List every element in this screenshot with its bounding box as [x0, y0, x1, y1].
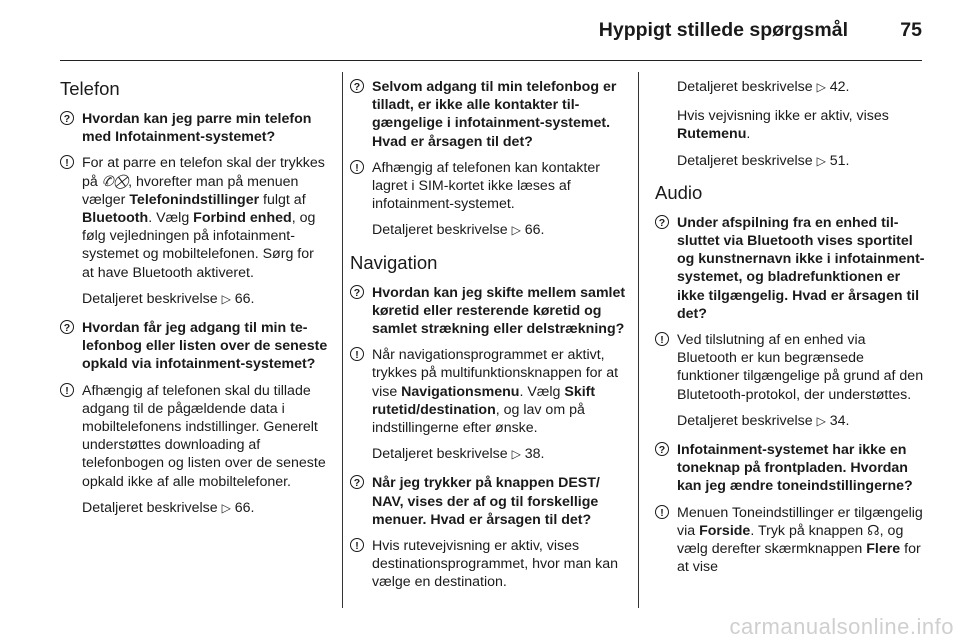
page-arrow-icon: ▷ [221, 500, 231, 515]
watermark: carmanualsonline.info [729, 614, 954, 639]
column-3 [655, 78, 925, 584]
question-icon: ? [60, 320, 74, 334]
answer-icon: ! [350, 347, 364, 361]
section-heading-telefon: Telefon [60, 78, 120, 99]
question-icon: ? [350, 79, 364, 93]
answer: ! Afhængig af telefonen kan kontakter lagret i SIM-kortet ikke læses af infotainment-systemet. [350, 159, 626, 214]
column-1 [60, 78, 328, 528]
page-title: Hyppigt stillede spørgsmål [598, 19, 848, 41]
phone-icon: ✆⛒ [101, 173, 129, 190]
page-header [0, 0, 960, 62]
question-icon: ? [350, 475, 364, 489]
page-arrow-icon: ▷ [816, 153, 826, 168]
answer: ! Menuen Toneindstillinger er tilgængelig via Forside. Tryk på knappen ☊, og vælg derefter skærmknappen Flere for at vise [655, 504, 925, 577]
tone-button-icon: ☊ [867, 522, 880, 539]
detail-reference: Detaljeret beskrivelse ▷ 42. [677, 79, 850, 95]
answer-icon: ! [350, 538, 364, 552]
question: ? Når jeg trykker på knappen DEST/ NAV, vises der af og til forskellige menuer. Hvad er årsagen til det? [350, 474, 626, 529]
answer: ! Når navigationsprogrammet er aktivt, trykkes på multifunktionsknappen for at vise Navigationsmenu. Vælg Skift rutetid/destination, og lav om på indstillingerne efter ønske. [350, 346, 626, 437]
answer: ! Ved tilslutning af en enhed via Bluetooth er kun begrænsede funktioner tilgængelige på grund af den Blutetooth-protokol, der understøttes. [655, 331, 925, 404]
answer: ! Hvis rutevejvisning er aktiv, vises destinationsprogrammet, hvor man kan vælge en destination. [350, 537, 626, 592]
detail-reference: Detaljeret beskrivelse ▷ 66. [372, 222, 545, 239]
section-heading-navigation: Navigation [350, 251, 438, 273]
question: ? Infotainment-systemet har ikke en toneknap på frontpladen. Hvordan kan jeg ændre toneindstillingerne? [655, 441, 925, 496]
answer-icon: ! [655, 505, 669, 519]
column-divider [638, 72, 639, 608]
page-arrow-icon: ▷ [511, 447, 521, 462]
header-divider [60, 60, 922, 61]
question-icon: ? [655, 215, 669, 229]
question-icon: ? [60, 111, 74, 125]
page-arrow-icon: ▷ [816, 413, 826, 428]
detail-reference: Detaljeret beskrivelse ▷ 34. [677, 412, 850, 429]
answer: ! Afhængig af telefonen skal du tillade adgang til de pågældende data i mobiltelefonens indstillinger. Generelt understøttes downloading af telefonbogen og listen over de seneste opkald ikke af alle mobiltelefoner. [60, 382, 328, 491]
page-arrow-icon: ▷ [816, 80, 826, 94]
answer-icon: ! [350, 160, 364, 174]
detail-reference: Detaljeret beskrivelse ▷ 51. [677, 152, 850, 169]
answer-icon: ! [60, 155, 74, 169]
column-divider [342, 72, 343, 608]
answer-icon: ! [655, 332, 669, 346]
page-arrow-icon: ▷ [511, 223, 521, 238]
detail-reference: Detaljeret beskrivelse ▷ 66. [82, 499, 255, 516]
question-icon: ? [655, 442, 669, 456]
paragraph: Hvis vejvisning ikke er aktiv, vises Rutemenu. [677, 108, 889, 143]
question: ? Hvordan kan jeg skifte mellem samlet køretid eller resterende køretid og samlet strækning eller delstrækning? [350, 284, 626, 339]
question: ? Selvom adgang til min telefonbog er tilladt, er ikke alle kontakter tilgængelige i infotainment-systemet. Hvad er årsagen til det? [350, 78, 626, 151]
detail-reference: Detaljeret beskrivelse ▷ 38. [372, 446, 545, 463]
section-heading-audio: Audio [655, 181, 703, 203]
answer: ! For at parre en telefon skal der trykkes på ✆⛒, hvorefter man på menuen vælger Telefonindstillinger fulgt af Bluetooth. Vælg Forbind enhed, og følg vejledningen på infotainment-systemet og mobiltelefonen. Sørg for at have Bluetooth aktiveret. [60, 154, 328, 281]
page-arrow-icon: ▷ [221, 291, 231, 306]
answer-icon: ! [60, 383, 74, 397]
question: ? Hvordan kan jeg parre min telefon med Infotainment-systemet? [60, 110, 328, 146]
question-icon: ? [350, 285, 364, 299]
detail-reference: Detaljeret beskrivelse ▷ 66. [82, 290, 255, 307]
column-2 [350, 78, 626, 600]
question: ? Under afspilning fra en enhed tilsluttet via Bluetooth vises sportitel og kunstnernavn ikke i infotainment-systemet, og bladrefunktionen er ikke tilgængelig. Hvad er årsagen til det? [655, 214, 925, 323]
page-number: 75 [900, 19, 922, 41]
question: ? Hvordan får jeg adgang til min telefonbog eller listen over de seneste opkald via infotainment-systemet? [60, 319, 328, 374]
